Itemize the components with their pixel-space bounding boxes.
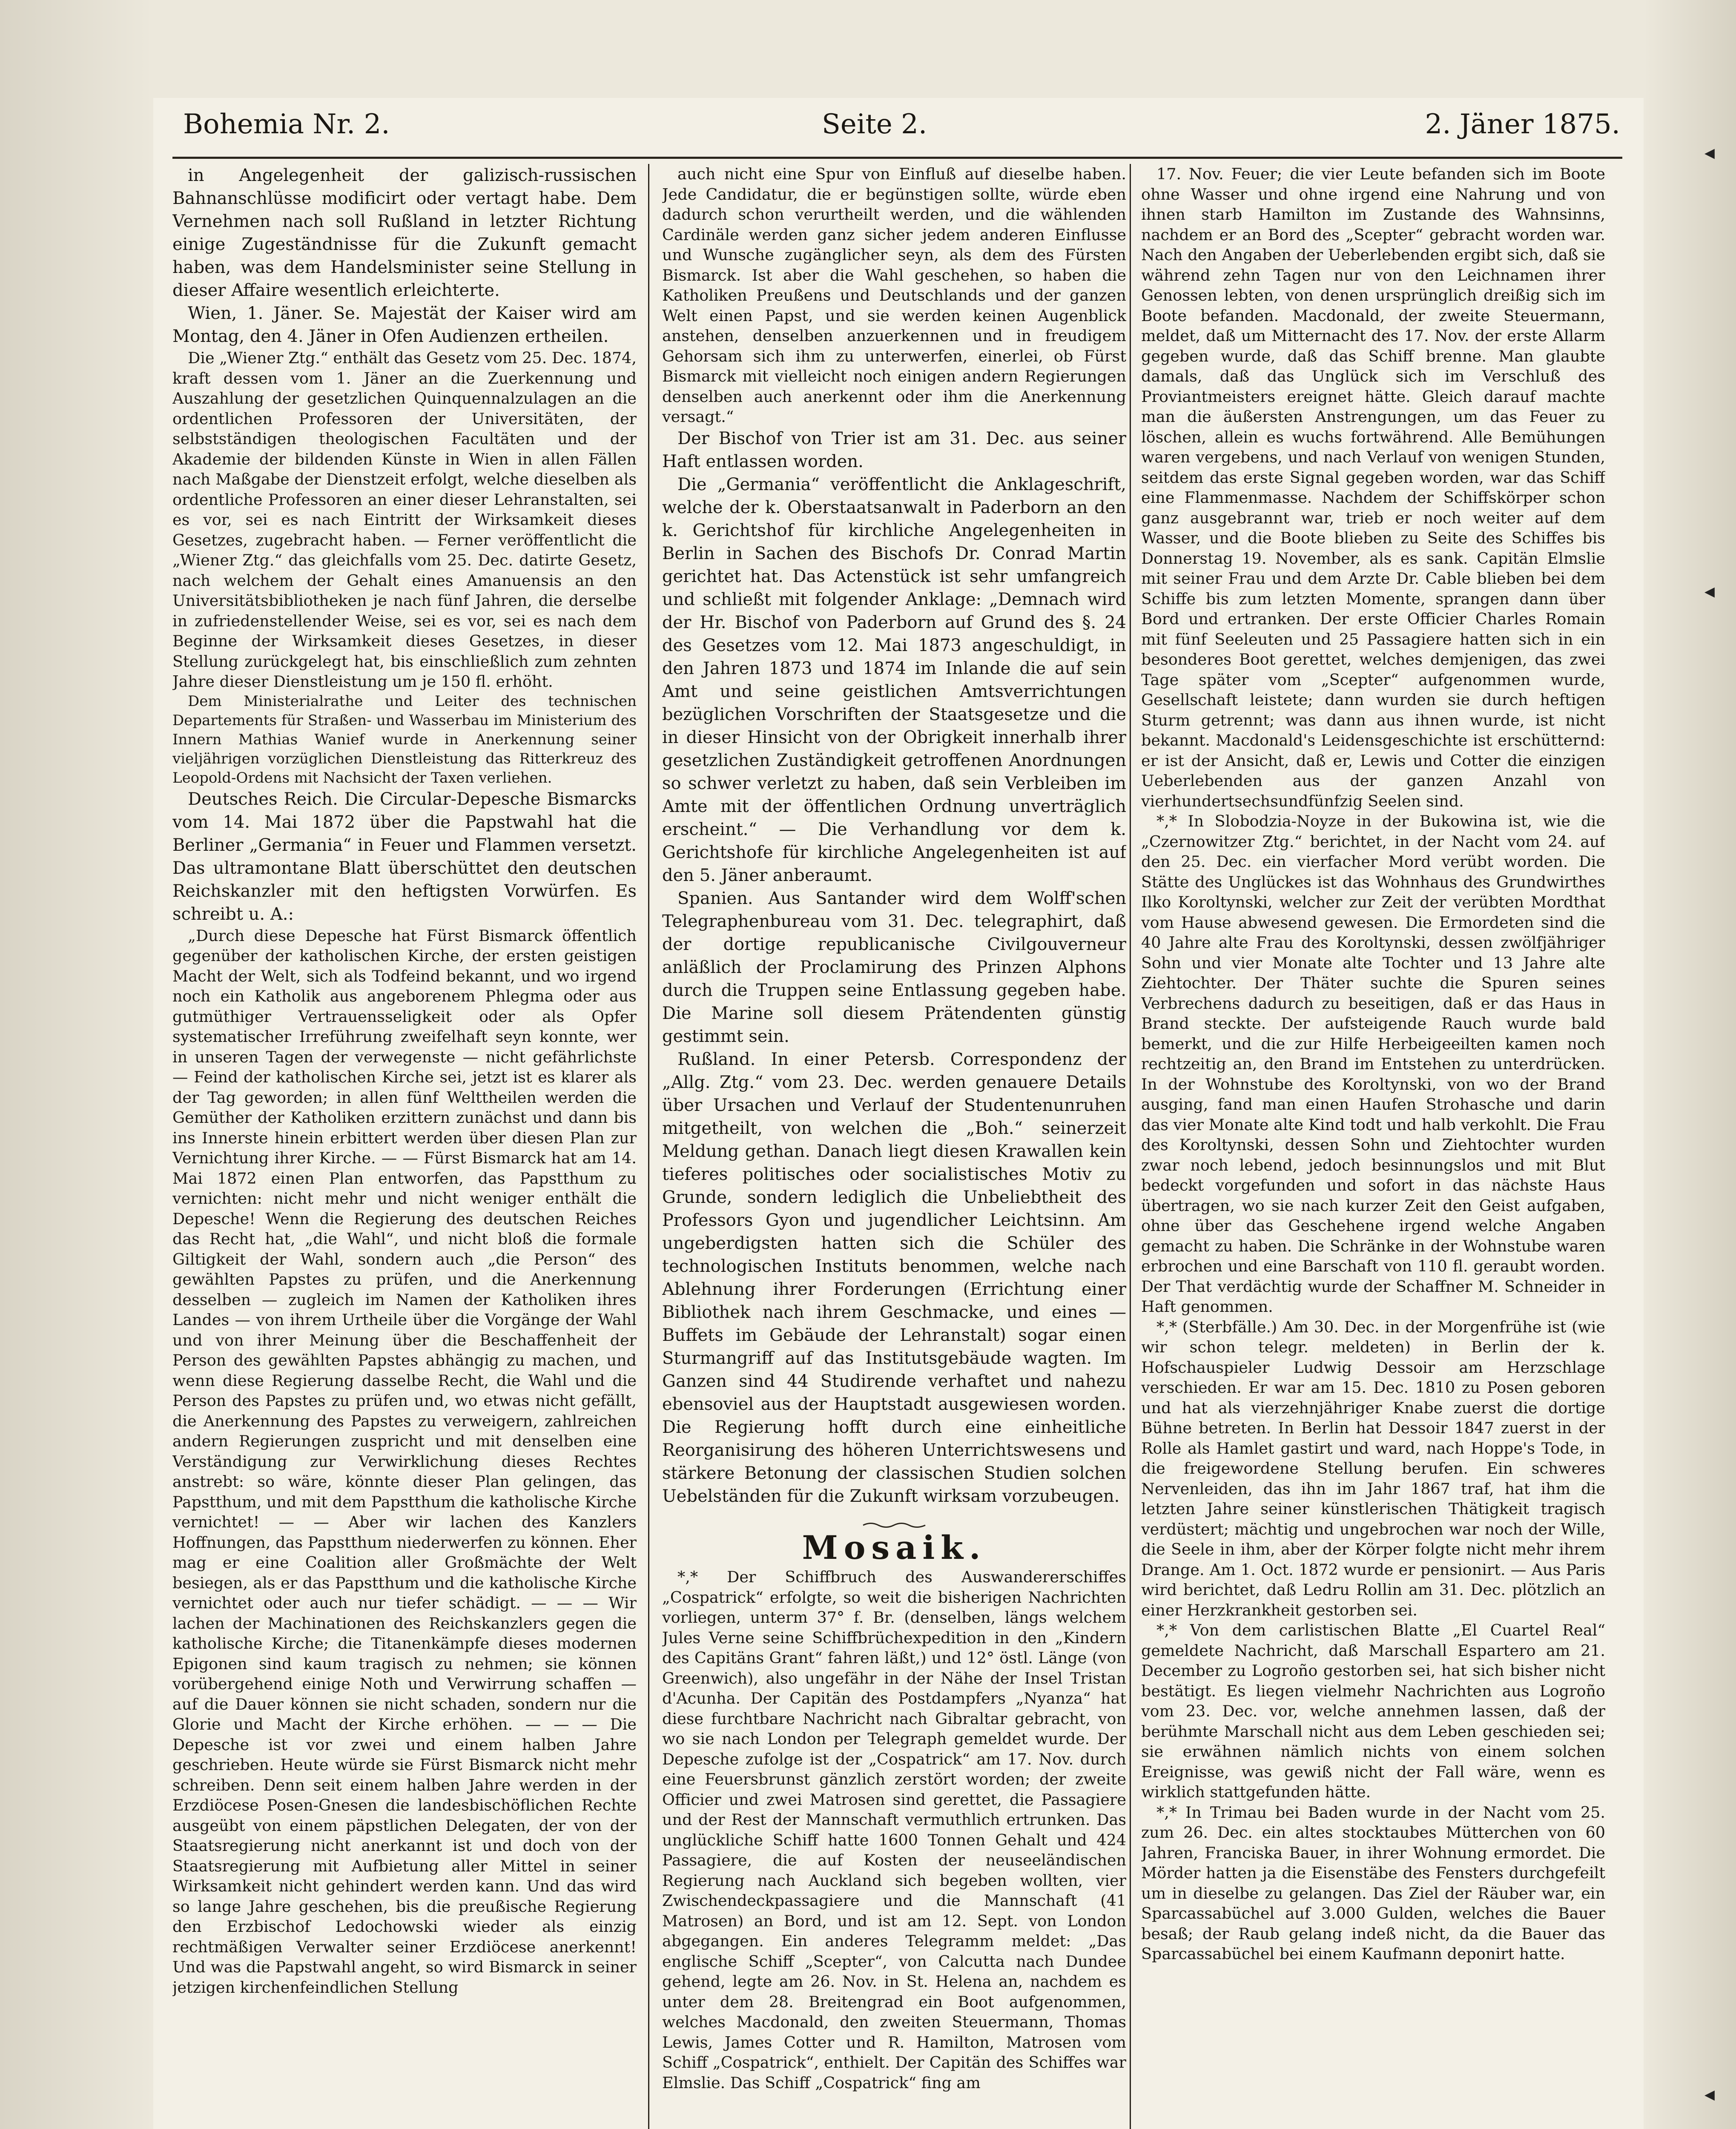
scan-left-edge xyxy=(0,0,153,2129)
article-paragraph: *,* Von dem carlistischen Blatte „El Cuartel Real“ gemeldete Nachricht, daß Marschall Espartero am 21. December zu Logroño gestorben sei, hat sich bisher nicht bestätigt. Es liegen vielmehr Nachrichten aus Logroño vom 23. Dec. vor, welche annehmen lassen, daß der berühmte Marschall nicht aus dem Leben geschieden sei; sie erwähnen nämlich nichts von einem solchen Ereignisse, was gewiß nicht der Fall wäre, wenn es wirklich stattgefunden hätte. xyxy=(1141,1621,1605,1801)
article-paragraph: *,* (Sterbfälle.) Am 30. Dec. in der Morgenfrühe ist (wie wir schon telegr. meldeten) in Berlin der k. Hofschauspieler Ludwig Dessoir am Herzschlage verschieden. Er war am 15. Dec. 1810 zu Posen geboren und hat als vierzehnjähriger Knabe zuerst die dortige Bühne betreten. In Berlin hat Dessoir 1847 zuerst in der Rolle als Hamlet gastirt und ward, nach Hoppe's Tode, in die freigewordene Stellung berufen. Ein schweres Nervenleiden, das ihn im Jahr 1867 traf, hat ihm die letzten Jahre seiner künstlerischen Thätigkeit tragisch verdüstert; mächtig und ungebrochen war noch der Wille, die Seele in ihm, aber der Körper folgte nicht mehr ihrem Drange. Am 1. Oct. 1872 wurde er pensionirt. — Aus Paris wird berichtet, daß Ledru Rollin am 31. Dec. plötzlich an einer Herzkrankheit gestorben sei. xyxy=(1141,1317,1605,1619)
article-paragraph: Dem Ministerialrathe und Leiter des technischen Departements für Straßen- und Wasserbau im Ministerium des Innern Mathias Wanief wurde in Anerkennung seiner vieljährigen vorzüglichen Dienstleistung das Ritterkreuz des Leopold-Ordens mit Nachsicht der Taxen verliehen. xyxy=(172,692,637,786)
column-1 xyxy=(172,164,637,2129)
article-paragraph: *,* In Slobodzia-Noyze in der Bukowina ist, wie die „Czernowitzer Ztg.“ berichtet, in der Nacht vom 24. auf den 25. Dec. ein vierfacher Mord verübt worden. Die Stätte des Unglückes ist das Wohnhaus des Grundwirthes Ilko Koroltynski, welcher zur Zeit der verübten Mordthat vom Hause abwesend gewesen. Die Ermordeten sind die 40 Jahre alte Frau des Koroltynski, dessen zwölfjähriger Sohn und vier Monate alte Tochter und 13 Jahre alte Ziehtochter. Der Thäter suchte die Spuren seines Verbrechens dadurch zu beseitigen, daß er das Haus in Brand steckte. Der aufsteigende Rauch wurde bald bemerkt, und die zur Hilfe Herbeigeeilten kamen noch rechtzeitig an, den Brand im Entstehen zu unterdrücken. In der Wohnstube des Koroltynski, von wo der Brand ausging, fand man einen Haufen Strohasche und darin das vier Monate alte Kind todt und halb verkohlt. Die Frau des Koroltynski, dessen Sohn und Ziehtochter wurden zwar noch lebend, jedoch besinnungslos und mit Blut bedeckt vorgefunden und sofort in das nächste Haus übertragen, wo sie nach kurzer Zeit den Geist aufgaben, ohne über das Geschehene irgend welche Angaben gemacht zu haben. Die Schränke in der Wohnstube waren erbrochen und eine Barschaft von 110 fl. geraubt worden. Der That verdächtig wurde der Schaffner M. Schneider in Haft genommen. xyxy=(1141,812,1605,1316)
header-rule xyxy=(172,157,1622,159)
scan-right-edge xyxy=(1644,0,1736,2129)
column-2 xyxy=(662,164,1126,2129)
column-divider-1 xyxy=(648,164,649,2129)
article-paragraph: Wien, 1. Jäner. Se. Majestät der Kaiser wird am Montag, den 4. Jäner in Ofen Audienzen ertheilen. xyxy=(172,304,637,346)
article-paragraph: „Durch diese Depesche hat Fürst Bismarck öffentlich gegenüber der katholischen Kirche, der ersten geistigen Macht der Welt, sich als Todfeind bekannt, und wo irgend noch ein Katholik aus angeborenem Phlegma oder aus gutmüthiger Vertrauensseligkeit oder als Opfer systematischer Irreführung zweifelhaft seyn konnte, wer in unseren Tagen der verwegenste — nicht gefährlichste — Feind der katholischen Kirche sei, jetzt ist es klarer als der Tag geworden; in allen fünf Welttheilen werden die Gemüther der Katholiken erzittern zunächst und dann bis ins Innerste hinein erbittert werden über diesen Plan zur Vernichtung ihrer Kirche. — — Fürst Bismarck hat am 14. Mai 1872 einen Plan entworfen, das Papstthum zu vernichten: nicht mehr und nicht weniger enthält die Depesche! Wenn die Regierung des deutschen Reiches das Recht hat, „die Wahl“, und nicht bloß die formale Giltigkeit der Wahl, sondern auch „die Person“ des gewählten Papstes zu prüfen, und die Anerkennung desselben — zugleich im Namen der Katholiken ihres Landes — von ihrem Urtheile über die Vorgänge der Wahl und von ihrer Meinung über die Beschaffenheit der Person des gewählten Papstes abhängig zu machen, und wenn diese Regierung dasselbe Recht, die Wahl und die Person des Papstes zu prüfen und, wo etwas nicht gefällt, die Anerkennung des Papstes zu verweigern, zahlreichen andern Regierungen zuspricht und mit denselben eine Verständigung zur Verwirklichung dieses Rechtes anstrebt: so wäre, könnte dieser Plan gelingen, das Papstthum, und mit dem Papstthum die katholische Kirche vernichtet! — — Aber wir lachen des Kanzlers Hoffnungen, das Papstthum niederwerfen zu können. Eher mag er eine Coalition aller Großmächte der Welt besiegen, als er das Papstthum und die katholische Kirche vernichtet oder auch nur tiefer schädigt. — — — Wir lachen der Machinationen des Reichskanzlers gegen die katholische Kirche; die Titanenkämpfe dieses modernen Epigonen sind kaum tragisch zu nehmen; sie können vorübergehend einige Noth und Verwirrung schaffen — auf die Dauer können sie nicht schaden, sondern nur die Glorie und Macht der Kirche erhöhen. — — — Die Depesche ist vor zwei und einem halben Jahre geschrieben. Heute würde sie Fürst Bismarck nicht mehr schreiben. Denn seit einem halben Jahre werden in der Erzdiöcese Posen-Gnesen die landesbischöflichen Rechte ausgeübt von einem päpstlichen Delegaten, der von der Staatsregierung nicht anerkannt ist und doch von der Staatsregierung mit Aufbietung aller Mittel in seiner Wirksamkeit nicht gehindert werden kann. Und das wird so lange Jahre geschehen, bis die preußische Regierung den Erzbischof Ledochowski wieder als einzig rechtmäßigen Verwalter seiner Erzdiöcese anerkennt! Und was die Papstwahl angeht, so wird Bismarck in seiner jetzigen kirchenfeindlichen Stellung xyxy=(172,926,637,1997)
article-paragraph: Die „Wiener Ztg.“ enthält das Gesetz vom 25. Dec. 1874, kraft dessen vom 1. Jäner an die Zuerkennung und Auszahlung der gesetzlichen Quinquennalzulagen an die ordentlichen Professoren der Universitäten, der selbstständigen theologischen Facultäten und der Akademie der bildenden Künste in Wien in allen Fällen nach Maßgabe der Dienstzeit erfolgt, welche dieselben als ordentliche Professoren an einer dieser Lehranstalten, sei es vor, sei es nach Eintritt der Wirksamkeit dieses Gesetzes, zugebracht haben. — Ferner veröffentlicht die „Wiener Ztg.“ das gleichfalls vom 25. Dec. datirte Gesetz, nach welchem der Gehalt eines Amanuensis an den Universitätsbibliotheken je nach fünf Jahren, die derselbe in zufriedenstellender Weise, sei es vor, sei es nach dem Beginne der Wirksamkeit dieses Gesetzes, in dieser Stellung zurückgelegt hat, bis einschließlich zum zehnten Jahre dieser Dienstleistung um je 150 fl. erhöht. xyxy=(172,349,637,691)
article-paragraph: Deutsches Reich. Die Circular-Depesche Bismarcks vom 14. Mai 1872 über die Papstwahl hat die Berliner „Germania“ in Feuer und Flammen versetzt. Das ultramontane Blatt überschüttet den deutschen Reichskanzler mit den heftigsten Vorwürfen. Es schreibt u. A.: xyxy=(172,789,637,924)
article-paragraph: auch nicht eine Spur von Einfluß auf dieselbe haben. Jede Candidatur, die er begünstigen sollte, würde eben dadurch schon verurtheilt werden, und die wählenden Cardinäle werden ganz sicher jedem anderen Einflusse und Wunsche zugänglicher seyn, als dem des Fürsten Bismarck. Ist aber die Wahl geschehen, so haben die Katholiken Preußens und Deutschlands und der ganzen Welt einen Papst, und sie werden keinen Augenblick anstehen, denselben anzuerkennen und in freudigem Gehorsam sich ihm zu unterwerfen, einerlei, ob Fürst Bismarck mit vielleicht noch einigen andern Regierungen denselben auch anerkennt oder ihm die Anerkennung versagt.“ xyxy=(662,165,1126,426)
masthead-title: Bohemia Nr. 2. xyxy=(183,109,390,140)
article-paragraph: *,* In Trimau bei Baden wurde in der Nacht vom 25. zum 26. Dec. ein altes stocktaubes Mütterchen von 60 Jahren, Franciska Bauer, in ihrer Wohnung ermordet. Die Mörder hatten ja die Eisenstäbe des Fensters durchgefeilt um in dieselbe zu gelangen. Das Ziel der Räuber war, ein Sparcassabüchel auf 3.000 Gulden, welches die Bauer besaß; der Raub gelang indeß nicht, da die Bauer das Sparcassabüchel bei einem Kaufmann deponirt hatte. xyxy=(1141,1803,1605,1963)
issue-date: 2. Jäner 1875. xyxy=(1425,109,1620,140)
column-divider-2 xyxy=(1130,164,1131,2129)
page-header xyxy=(183,109,1620,155)
column-3 xyxy=(1141,164,1605,2129)
margin-arrow-icon: ◂ xyxy=(1704,141,1715,164)
article-paragraph: *,* Der Schiffbruch des Auswandererschiffes „Cospatrick“ erfolgte, so weit die bisherigen Nachrichten vorliegen, unterm 37° f. Br. (denselben, längs welchem Jules Verne seine Schiffbrüchexpedition in den „Kindern des Capitäns Grant“ fahren läßt,) und 12° östl. Länge (von Greenwich), also ungefähr in der Nähe der Insel Tristan d'Acunha. Der Capitän des Postdampfers „Nyanza“ hat diese furchtbare Nachricht nach Gibraltar gebracht, von wo sie nach London per Telegraph gemeldet wurde. Der Depesche zufolge ist der „Cospatrick“ am 17. Nov. durch eine Feuersbrunst gänzlich zerstört worden; der zweite Officier und zwei Matrosen sind gerettet, die Passagiere und der Rest der Mannschaft vermuthlich ertrunken. Das unglückliche Schiff hatte 1600 Tonnen Gehalt und 424 Passagiere, die auf Kosten der neuseeländischen Regierung nach Auckland sich begeben wollten, vier Zwischendeckpassagiere und die Mannschaft (41 Matrosen) an Bord, und ist am 12. Sept. von London abgegangen. Ein anderes Telegramm meldet: „Das englische Schiff „Scepter“, von Calcutta nach Dundee gehend, legte am 26. Nov. in St. Helena an, nachdem es unter dem 28. Breitengrad ein Boot aufgenommen, welches Macdonald, den zweiten Steuermann, Thomas Lewis, James Cotter und R. Hamilton, Matrosen vom Schiff „Cospatrick“, enthielt. Der Capitän des Schiffes war Elmslie. Das Schiff „Cospatrick“ fing am xyxy=(662,1568,1126,2092)
page-number: Seite 2. xyxy=(822,109,927,140)
article-paragraph: Die „Germania“ veröffentlicht die Anklageschrift, welche der k. Oberstaatsanwalt in Paderborn an den k. Gerichtshof für kirchliche Angelegenheiten in Berlin in Sachen des Bischofs Dr. Conrad Martin gerichtet hat. Das Actenstück ist sehr umfangreich und schließt mit folgender Anklage: „Demnach wird der Hr. Bischof von Paderborn auf Grund des §. 24 des Gesetzes vom 12. Mai 1873 angeschuldigt, in den Jahren 1873 und 1874 im Inlande die auf sein Amt und seine geistlichen Amtsverrichtungen bezüglichen Vorschriften der Staatsgesetze und die in dieser Hinsicht von der Obrigkeit innerhalb ihrer gesetzlichen Zuständigkeit getroffenen Anordnungen so schwer verletzt zu haben, daß sein Verbleiben im Amte mit der öffentlichen Ordnung unverträglich erscheint.“ — Die Verhandlung vor dem k. Gerichtshofe für kirchliche Angelegenheiten ist auf den 5. Jäner anberaumt. xyxy=(662,474,1126,885)
article-paragraph: Spanien. Aus Santander wird dem Wolff'schen Telegraphenbureau vom 31. Dec. telegraphirt, daß der dortige republicanische Civilgouverneur anläßlich der Proclamirung des Prinzen Alphons durch die Truppen seine Entlassung gegeben habe. Die Marine soll diesem Prätendenten günstig gestimmt sein. xyxy=(662,888,1126,1046)
margin-arrow-icon: ◂ xyxy=(1704,2082,1715,2106)
section-heading: Mosaik. xyxy=(802,1528,987,1567)
margin-arrow-icon: ◂ xyxy=(1704,579,1715,603)
article-paragraph: in Angelegenheit der galizisch-russischen Bahnanschlüsse modificirt oder vertagt habe. Dem Vernehmen nach soll Rußland in letzter Richtung einige Zugeständnisse für die Zukunft gemacht haben, was dem Handelsminister seine Stellung in dieser Affaire wesentlich erleichterte. xyxy=(172,166,637,300)
article-paragraph: 17. Nov. Feuer; die vier Leute befanden sich im Boote ohne Wasser und ohne irgend eine Nahrung und von ihnen starb Hamilton im Zustande des Wahnsinns, nachdem er an Bord des „Scepter“ gebracht worden war. Nach den Angaben der Ueberlebenden ergibt sich, daß sie während zehn Tagen nur von den Leichnamen ihrer Genossen lebten, von denen ursprünglich dreißig sich im Boote befanden. Macdonald, der zweite Steuermann, meldet, daß um Mitternacht des 17. Nov. der erste Allarm gegeben wurde, daß das Schiff brenne. Man glaubte damals, daß das Unglück sich im Verschluß des Proviantmeisters ereignet hätte. Gleich darauf machte man die äußersten Anstrengungen, um das Feuer zu löschen, allein es wuchs fortwährend. Alle Bemühungen waren vergebens, und nach Verlauf von wenigen Stunden, seitdem das erste Signal gegeben worden, war das Schiff eine Flammenmasse. Nachdem der Schiffskörper schon ganz ausgebrannt war, trieb er noch weiter auf dem Wasser, und die Boote blieben zu Seite des Schiffes bis Donnerstag 19. November, als es sank. Capitän Elmslie mit seiner Frau und dem Arzte Dr. Cable blieben bei dem Schiffe bis zum letzten Momente, sprangen dann über Bord und ertranken. Der erste Officier Charles Romain mit fünf Seeleuten und 25 Passagiere hatten sich in ein besonderes Boot gerettet, welches demjenigen, das zwei Tage später vom „Scepter“ aufgenommen wurde, Gesellschaft leistete; dann wurden sie durch heftigen Sturm getrennt; was dann aus ihnen wurde, ist nicht bekannt. Macdonald's Leidensgeschichte ist erschütternd: er ist der Ansicht, daß er, Lewis und Cotter die einzigen Ueberlebenden aus der ganzen Anzahl von vierhundertsechsundfünfzig Seelen sind. xyxy=(1141,165,1605,810)
article-paragraph: Der Bischof von Trier ist am 31. Dec. aus seiner Haft entlassen worden. xyxy=(662,428,1126,471)
article-paragraph: Rußland. In einer Petersb. Correspondenz der „Allg. Ztg.“ vom 23. Dec. werden genauere Details über Ursachen und Verlauf der Studentenunruhen mitgetheilt, von welchen die „Boh.“ seinerzeit Meldung gethan. Danach liegt diesen Krawallen kein tieferes politisches oder socialistisches Motiv zu Grunde, sondern lediglich die Unbeliebtheit des Professors Gyon und jugendlicher Leichtsinn. Am ungeberdigsten hatten sich die Schüler des technologischen Instituts benommen, welche nach Ablehnung ihrer Forderungen (Errichtung einer Bibliothek nach ihrem Geschmacke, und eines — Buffets im Gebäude der Lehranstalt) sogar einen Sturmangriff auf das Institutsgebäude wagten. Im Ganzen sind 44 Studirende verhaftet und nahezu ebensoviel aus der Hauptstadt ausgewiesen worden. Die Regierung hofft durch eine einheitliche Reorganisirung des höheren Unterrichtswesens und stärkere Betonung der classischen Studien solchen Uebelständen für die Zukunft wirksam vorzubeugen. xyxy=(662,1049,1126,1506)
